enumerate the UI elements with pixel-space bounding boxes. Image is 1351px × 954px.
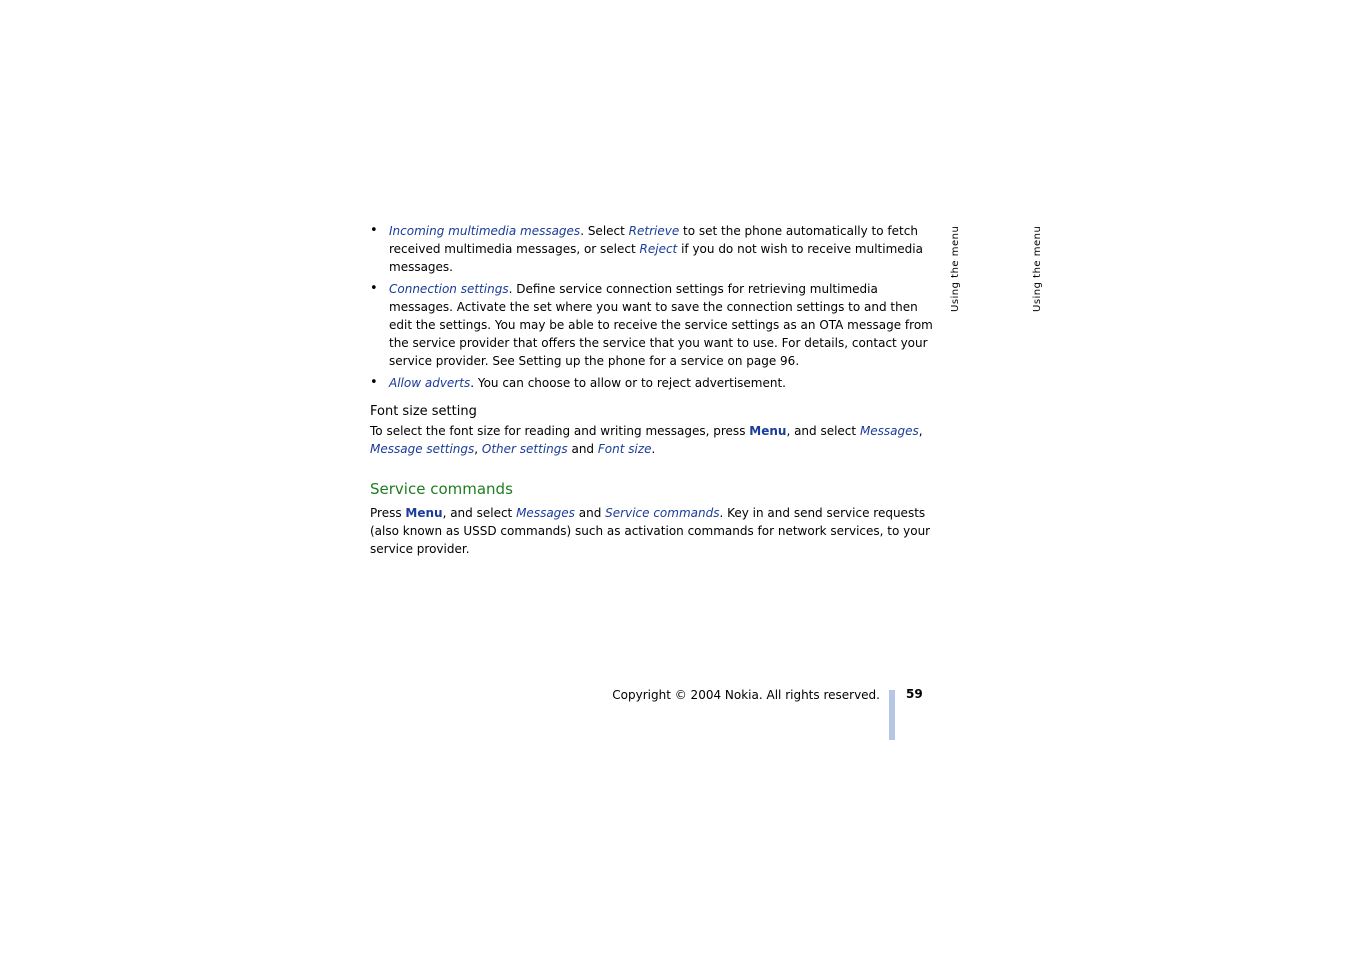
font-size-paragraph: To select the font size for reading and writing messages, press Menu, and select Messages, Message settings, Other settings and Font size. <box>370 424 923 456</box>
path-other-settings: Other settings <box>481 442 568 456</box>
list-item: • Connection settings. Define service connection settings for retrieving multimedia messages. Activate the set where you want to save the connection settings to and then edit the settings. You may be able to receive the service settings as an OTA message from the service provider that offers the service that you want to use. For details, contact your service provider. See Setting up the phone for a service on page 96. <box>370 280 938 370</box>
page-content <box>370 222 938 558</box>
list-item: • Allow adverts. You can choose to allow or to reject advertisement. <box>370 374 938 392</box>
side-tab-label: Using the menu <box>1032 226 1043 313</box>
settings-list <box>370 222 938 392</box>
footer-copyright: Copyright © 2004 Nokia. All rights reserved. <box>612 688 880 702</box>
font-size-heading: Font size setting <box>370 404 477 419</box>
side-tab-label: Using the menu <box>950 226 961 313</box>
path-messages: Messages <box>516 506 575 520</box>
option-retrieve: Retrieve <box>628 224 680 238</box>
path-messages: Messages <box>859 424 919 438</box>
path-message-settings: Message settings <box>370 442 475 456</box>
path-service-commands: Service commands <box>605 506 720 520</box>
menu-key: Menu <box>405 506 443 520</box>
page-number: 59 <box>906 687 923 701</box>
term-allow-adverts: Allow adverts <box>389 376 471 390</box>
service-commands-heading: Service commands <box>370 480 513 498</box>
menu-key: Menu <box>749 424 787 438</box>
footer-bar <box>889 690 895 740</box>
path-font-size: Font size <box>597 442 652 456</box>
list-item: • Incoming multimedia messages. Select Retrieve to set the phone automatically to fetch received multimedia messages, or select Reject if you do not wish to receive multimedia messages. <box>370 222 938 276</box>
term-incoming-mms: Incoming multimedia messages <box>389 224 581 238</box>
option-reject: Reject <box>639 242 678 256</box>
term-connection-settings: Connection settings <box>389 282 509 296</box>
service-commands-paragraph: Press Menu, and select Messages and Service commands. Key in and send service requests (also known as USSD commands) such as activation commands for network services, to your service provider. <box>370 506 931 556</box>
